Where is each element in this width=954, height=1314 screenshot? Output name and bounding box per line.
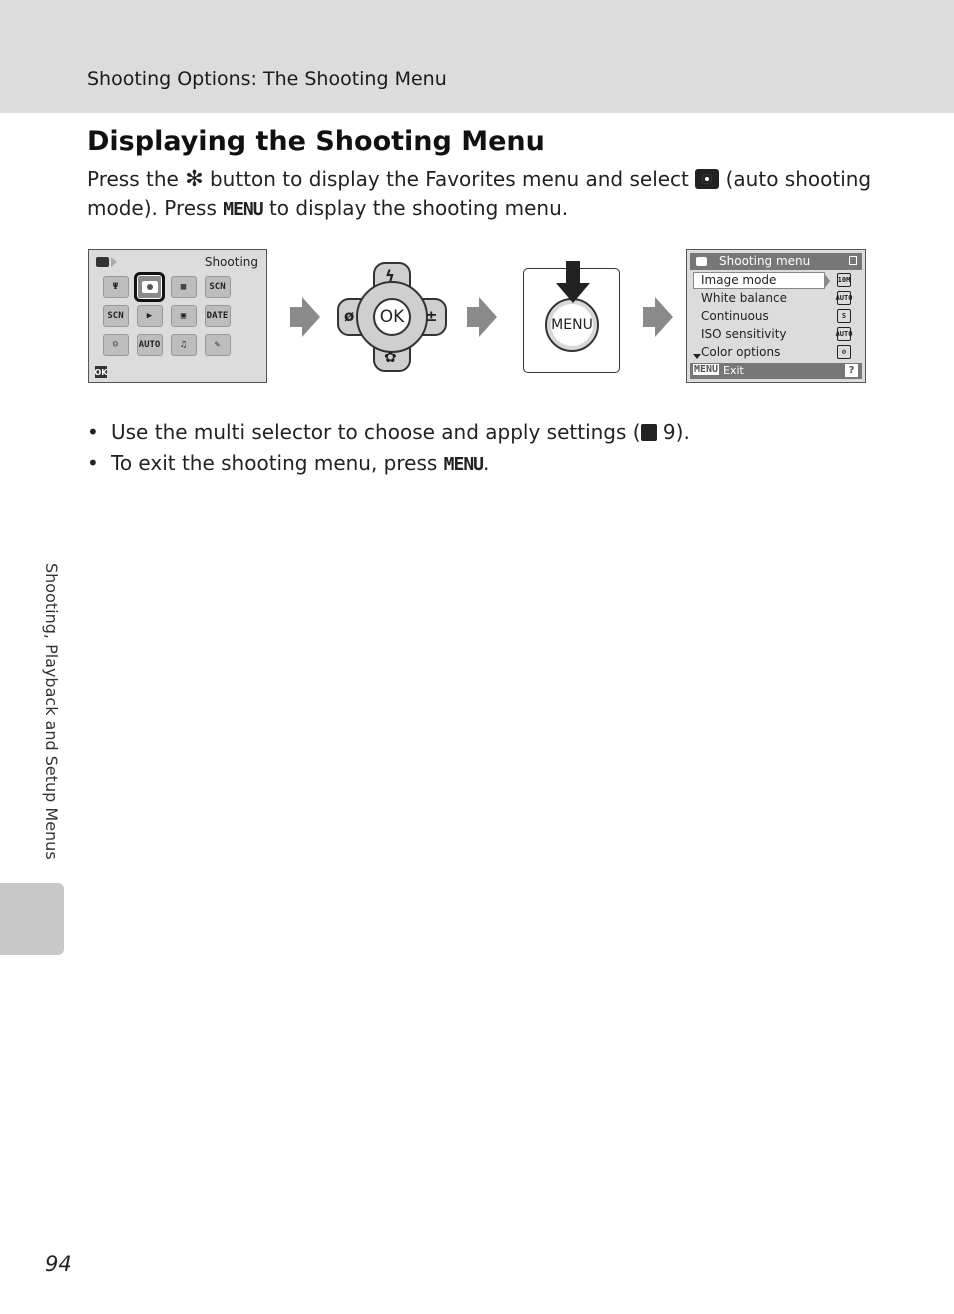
section-title: Displaying the Shooting Menu <box>87 126 545 157</box>
face-icon[interactable]: ☺ <box>103 334 129 356</box>
menu-item-color-options[interactable]: Color options ⊘ <box>693 344 851 361</box>
image-mode-value-icon: 10M <box>837 273 851 287</box>
iso-value-icon: AUTO <box>837 327 851 341</box>
menu-symbol-icon: MENU <box>443 454 484 475</box>
step-arrow-icon <box>655 297 673 337</box>
menu-item-white-balance[interactable]: White balance AUTO <box>701 291 853 305</box>
triangle-icon <box>111 257 117 267</box>
shooting-menu-screen <box>686 249 866 383</box>
page-number: 94 <box>45 1252 72 1276</box>
favorites-screen <box>88 249 267 383</box>
flash-icon[interactable]: ϟ <box>385 267 395 285</box>
edit-icon[interactable]: ▣ <box>171 305 197 327</box>
camera-icon <box>96 257 109 267</box>
scene-icon[interactable]: SCN <box>205 276 231 298</box>
shooting-menu-header <box>690 253 862 270</box>
macro-icon[interactable]: ✿ <box>384 348 397 366</box>
chapter-tab <box>0 883 64 955</box>
shooting-menu-title: Shooting menu <box>719 254 811 268</box>
shooting-menu-footer <box>690 363 862 379</box>
step-arrow-icon <box>302 297 320 337</box>
auto-camera-icon <box>695 169 719 189</box>
page-reference-icon <box>641 424 657 441</box>
scene-heart-icon[interactable]: SCN <box>103 305 129 327</box>
menu-button[interactable]: MENU <box>545 298 599 352</box>
intro-text-3: (auto shooting mode). Press <box>87 167 872 220</box>
list-item: • Use the multi selector to choose and apply settings ( 9). <box>87 420 690 444</box>
menu-item-iso-sensitivity[interactable]: ISO sensitivity AUTO <box>701 327 853 341</box>
header-band <box>0 0 954 113</box>
multi-selector <box>337 262 447 372</box>
menu-item-image-mode[interactable]: Image mode 10M <box>693 272 851 289</box>
intro-text-2: button to display the Favorites menu and select <box>203 167 696 191</box>
movie-icon[interactable]: ▦ <box>171 276 197 298</box>
ok-button[interactable]: OK <box>373 298 411 336</box>
exit-label: Exit <box>723 364 744 377</box>
camera-icon <box>696 257 707 266</box>
battery-icon <box>849 256 857 265</box>
press-arrow-icon <box>566 261 580 285</box>
list-item: • To exit the shooting menu, press MENU. <box>87 451 490 475</box>
favorites-grid <box>100 274 267 358</box>
date-icon[interactable]: DATE <box>205 305 231 327</box>
auto-icon[interactable]: AUTO <box>137 334 163 356</box>
favorites-star-icon: ✻ <box>185 167 204 192</box>
help-icon: ? <box>845 364 858 377</box>
intro-text-1: Press the <box>87 167 186 191</box>
running-header: Shooting Options: The Shooting Menu <box>87 68 447 90</box>
fork-knife-icon[interactable]: Ψ <box>103 276 129 298</box>
side-chapter-label: Shooting, Playback and Setup Menus <box>42 563 61 860</box>
bullet-list <box>87 418 877 480</box>
continuous-value-icon: S <box>837 309 851 323</box>
intro-text-4: to display the shooting menu. <box>262 196 569 220</box>
favorites-title: Shooting <box>204 255 258 269</box>
menu-button-panel <box>523 268 620 373</box>
mic-icon[interactable]: ♫ <box>171 334 197 356</box>
menu-item-continuous[interactable]: Continuous S <box>693 308 851 325</box>
white-balance-value-icon: AUTO <box>837 291 851 305</box>
exposure-icon[interactable]: ± <box>425 307 438 325</box>
color-options-value-icon: ⊘ <box>837 345 851 359</box>
step-arrow-icon <box>479 297 497 337</box>
scroll-down-icon <box>693 354 701 359</box>
self-timer-icon[interactable]: ø <box>344 307 355 325</box>
play-icon[interactable]: ▶ <box>137 305 163 327</box>
menu-symbol-icon: MENU <box>223 199 263 220</box>
intro-paragraph <box>87 165 877 224</box>
menu-footer-icon: MENU <box>694 364 719 375</box>
auto-camera-tile-icon[interactable] <box>134 272 165 302</box>
wrench-icon[interactable]: ✎ <box>205 334 231 356</box>
ok-icon: OK <box>94 367 108 377</box>
